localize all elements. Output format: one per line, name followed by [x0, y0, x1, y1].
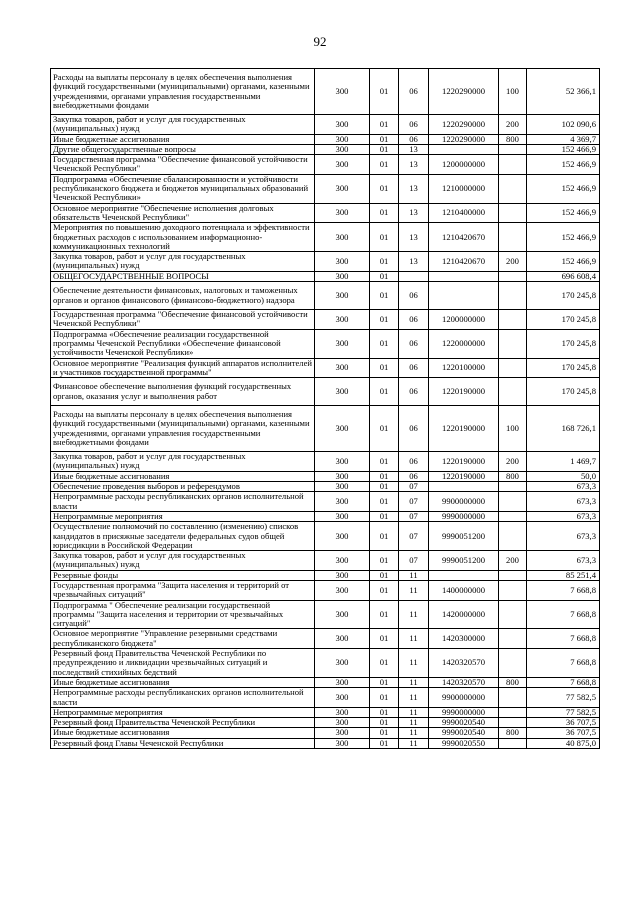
row-amount: 696 608,4 — [527, 271, 600, 281]
table-row — [51, 378, 600, 406]
row-description: Иные бюджетные ассигнования — [51, 471, 315, 481]
row-description: Закупка товаров, работ и услуг для государственных (муниципальных) нужд — [51, 452, 315, 472]
row-code-c4: 1420000000 — [429, 600, 499, 629]
table-row — [51, 358, 600, 378]
row-code-c1: 300 — [315, 134, 370, 144]
row-code-c4: 1200000000 — [429, 155, 499, 175]
row-code-c3: 11 — [399, 718, 429, 728]
row-code-c2: 01 — [370, 580, 399, 600]
row-code-c3: 06 — [399, 134, 429, 144]
row-code-c4: 1420320570 — [429, 677, 499, 687]
table-row — [51, 738, 600, 748]
row-code-c5: 800 — [499, 471, 527, 481]
row-code-c5 — [499, 600, 527, 629]
row-code-c4: 1220290000 — [429, 134, 499, 144]
row-description: Резервный фонд Правительства Чеченской Республики — [51, 718, 315, 728]
row-code-c3: 07 — [399, 492, 429, 512]
row-code-c4: 9990000000 — [429, 707, 499, 717]
table-row — [51, 471, 600, 481]
row-description: Резервный фонд Главы Чеченской Республики — [51, 738, 315, 748]
table-row — [51, 329, 600, 358]
row-amount: 673,3 — [527, 482, 600, 492]
table-row — [51, 271, 600, 281]
row-code-c1: 300 — [315, 378, 370, 406]
row-code-c2: 01 — [370, 677, 399, 687]
row-code-c3: 06 — [399, 69, 429, 115]
table-row — [51, 203, 600, 223]
row-code-c3: 11 — [399, 728, 429, 738]
row-code-c2: 01 — [370, 707, 399, 717]
row-code-c2: 01 — [370, 600, 399, 629]
row-code-c1: 300 — [315, 677, 370, 687]
row-description: Другие общегосударственные вопросы — [51, 144, 315, 154]
row-description: Обеспечение проведения выборов и референдумов — [51, 482, 315, 492]
row-code-c3: 13 — [399, 155, 429, 175]
row-code-c5: 200 — [499, 115, 527, 135]
row-code-c5: 800 — [499, 134, 527, 144]
row-code-c2: 01 — [370, 522, 399, 551]
row-description: Мероприятия по повышению доходного потенциала и эффективности бюджетных расходов с использованием информационно-коммуникационных технологий — [51, 223, 315, 252]
row-code-c3: 13 — [399, 144, 429, 154]
row-code-c4: 1220190000 — [429, 471, 499, 481]
row-code-c5: 200 — [499, 452, 527, 472]
row-code-c3 — [399, 271, 429, 281]
row-code-c1: 300 — [315, 358, 370, 378]
row-code-c4 — [429, 271, 499, 281]
row-amount: 7 668,8 — [527, 649, 600, 678]
row-code-c5: 100 — [499, 69, 527, 115]
row-code-c5 — [499, 310, 527, 330]
row-code-c4: 1220190000 — [429, 452, 499, 472]
row-code-c4: 1210000000 — [429, 174, 499, 203]
row-code-c1: 300 — [315, 174, 370, 203]
row-description: Резервный фонд Правительства Чеченской Республики по предупреждению и ликвидации чрезвычайных ситуаций и последствий стихийных бедствий — [51, 649, 315, 678]
row-code-c5 — [499, 580, 527, 600]
row-description: Иные бюджетные ассигнования — [51, 677, 315, 687]
row-code-c1: 300 — [315, 688, 370, 708]
row-code-c1: 300 — [315, 629, 370, 649]
row-code-c1: 300 — [315, 115, 370, 135]
row-code-c2: 01 — [370, 452, 399, 472]
row-code-c1: 300 — [315, 570, 370, 580]
row-description: Подпрограмма «Обеспечение сбалансированности и устойчивости республиканского бюджета и бюджетов муниципальных образований Чеченской Республики» — [51, 174, 315, 203]
table-row — [51, 492, 600, 512]
row-amount: 36 707,5 — [527, 718, 600, 728]
table-row — [51, 406, 600, 452]
row-code-c2: 01 — [370, 570, 399, 580]
row-code-c2: 01 — [370, 406, 399, 452]
row-amount: 152 466,9 — [527, 144, 600, 154]
row-code-c3: 06 — [399, 310, 429, 330]
row-code-c4: 9990020540 — [429, 728, 499, 738]
row-code-c5 — [499, 649, 527, 678]
row-description: Расходы на выплаты персоналу в целях обеспечения выполнения функций государственными (муниципальными) органами, казенными учреждениями, органами управления государственными внебюджетными фондами — [51, 69, 315, 115]
table-row — [51, 115, 600, 135]
row-code-c1: 300 — [315, 271, 370, 281]
table-row — [51, 144, 600, 154]
row-code-c3: 06 — [399, 378, 429, 406]
row-code-c5 — [499, 203, 527, 223]
row-description: Государственная программа "Обеспечение финансовой устойчивости Чеченской Республики" — [51, 155, 315, 175]
table-row — [51, 174, 600, 203]
row-code-c4: 1200000000 — [429, 310, 499, 330]
row-code-c4 — [429, 282, 499, 310]
row-code-c3: 06 — [399, 115, 429, 135]
table-row — [51, 482, 600, 492]
row-amount: 40 875,0 — [527, 738, 600, 748]
row-amount: 1 469,7 — [527, 452, 600, 472]
row-code-c4: 9900000000 — [429, 492, 499, 512]
budget-table — [50, 68, 600, 749]
row-code-c1: 300 — [315, 471, 370, 481]
row-amount: 50,0 — [527, 471, 600, 481]
row-code-c3: 07 — [399, 522, 429, 551]
row-code-c2: 01 — [370, 115, 399, 135]
row-code-c5: 200 — [499, 551, 527, 571]
row-code-c1: 300 — [315, 707, 370, 717]
row-code-c3: 11 — [399, 677, 429, 687]
row-code-c4: 9990051200 — [429, 522, 499, 551]
table-row — [51, 718, 600, 728]
table-row — [51, 688, 600, 708]
table-row — [51, 282, 600, 310]
row-description: Основное мероприятие "Управление резервными средствами республиканского бюджета" — [51, 629, 315, 649]
row-code-c1: 300 — [315, 738, 370, 748]
row-code-c5 — [499, 329, 527, 358]
row-code-c5 — [499, 688, 527, 708]
row-code-c2: 01 — [370, 271, 399, 281]
row-code-c4: 9990051200 — [429, 551, 499, 571]
row-code-c3: 13 — [399, 174, 429, 203]
row-code-c1: 300 — [315, 580, 370, 600]
row-description: Обеспечение деятельности финансовых, налоговых и таможенных органов и органов финансового (финансово-бюджетного) надзора — [51, 282, 315, 310]
row-code-c3: 06 — [399, 329, 429, 358]
row-code-c3: 11 — [399, 600, 429, 629]
table-row — [51, 511, 600, 521]
row-amount: 85 251,4 — [527, 570, 600, 580]
row-code-c1: 300 — [315, 522, 370, 551]
row-code-c4: 1210400000 — [429, 203, 499, 223]
row-code-c1: 300 — [315, 728, 370, 738]
row-code-c2: 01 — [370, 329, 399, 358]
row-code-c2: 01 — [370, 252, 399, 272]
row-code-c3: 07 — [399, 551, 429, 571]
table-row — [51, 629, 600, 649]
row-code-c1: 300 — [315, 144, 370, 154]
row-amount: 152 466,9 — [527, 174, 600, 203]
row-description: Закупка товаров, работ и услуг для государственных (муниципальных) нужд — [51, 115, 315, 135]
table-row — [51, 600, 600, 629]
row-code-c4: 9990020550 — [429, 738, 499, 748]
row-code-c2: 01 — [370, 649, 399, 678]
row-code-c4: 9990020540 — [429, 718, 499, 728]
row-description: Финансовое обеспечение выполнения функций государственных органов, оказания услуг и выполнения работ — [51, 378, 315, 406]
row-amount: 673,3 — [527, 551, 600, 571]
row-code-c3: 11 — [399, 570, 429, 580]
row-code-c1: 300 — [315, 511, 370, 521]
row-code-c4: 1220290000 — [429, 69, 499, 115]
table-body — [51, 69, 600, 749]
row-code-c2: 01 — [370, 629, 399, 649]
row-description: Государственная программа "Обеспечение финансовой устойчивости Чеченской Республики" — [51, 310, 315, 330]
row-amount: 673,3 — [527, 492, 600, 512]
table-row — [51, 310, 600, 330]
row-code-c3: 06 — [399, 406, 429, 452]
row-description: Непрограммные расходы республиканских органов исполнительной власти — [51, 492, 315, 512]
table-row — [51, 570, 600, 580]
row-code-c4: 1420320570 — [429, 649, 499, 678]
row-code-c5 — [499, 155, 527, 175]
row-code-c3: 11 — [399, 580, 429, 600]
row-code-c4: 1400000000 — [429, 580, 499, 600]
table-row — [51, 707, 600, 717]
row-amount: 152 466,9 — [527, 223, 600, 252]
row-code-c1: 300 — [315, 203, 370, 223]
row-amount: 102 090,6 — [527, 115, 600, 135]
row-code-c2: 01 — [370, 378, 399, 406]
row-code-c1: 300 — [315, 482, 370, 492]
row-amount: 7 668,8 — [527, 677, 600, 687]
row-code-c1: 300 — [315, 69, 370, 115]
table-row — [51, 69, 600, 115]
row-code-c2: 01 — [370, 223, 399, 252]
row-code-c2: 01 — [370, 358, 399, 378]
table-row — [51, 677, 600, 687]
row-code-c5 — [499, 492, 527, 512]
table-row — [51, 728, 600, 738]
row-code-c2: 01 — [370, 144, 399, 154]
row-code-c5 — [499, 144, 527, 154]
row-code-c5: 100 — [499, 406, 527, 452]
row-amount: 170 245,8 — [527, 358, 600, 378]
row-description: Государственная программа "Защита населения и территорий от чрезвычайных ситуаций" — [51, 580, 315, 600]
row-description: Расходы на выплаты персоналу в целях обеспечения выполнения функций государственными (муниципальными) органами, казенными учреждениями, органами управления государственными внебюджетными фондами — [51, 406, 315, 452]
row-amount: 7 668,8 — [527, 629, 600, 649]
row-code-c5 — [499, 522, 527, 551]
row-code-c3: 07 — [399, 482, 429, 492]
row-description: Основное мероприятие "Реализация функций аппаратов исполнителей и участников государственной программы" — [51, 358, 315, 378]
row-code-c1: 300 — [315, 492, 370, 512]
row-code-c4: 1210420670 — [429, 223, 499, 252]
row-code-c2: 01 — [370, 728, 399, 738]
row-code-c3: 13 — [399, 252, 429, 272]
row-code-c5: 800 — [499, 728, 527, 738]
row-code-c4: 1220190000 — [429, 406, 499, 452]
row-code-c2: 01 — [370, 134, 399, 144]
row-code-c1: 300 — [315, 452, 370, 472]
row-code-c1: 300 — [315, 406, 370, 452]
row-code-c4: 9990000000 — [429, 511, 499, 521]
row-code-c4 — [429, 144, 499, 154]
row-code-c5 — [499, 718, 527, 728]
row-description: ОБЩЕГОСУДАРСТВЕННЫЕ ВОПРОСЫ — [51, 271, 315, 281]
table-row — [51, 551, 600, 571]
row-description: Непрограммные мероприятия — [51, 707, 315, 717]
row-code-c4: 9900000000 — [429, 688, 499, 708]
row-amount: 170 245,8 — [527, 329, 600, 358]
row-amount: 170 245,8 — [527, 378, 600, 406]
row-code-c4: 1420300000 — [429, 629, 499, 649]
row-code-c5 — [499, 738, 527, 748]
row-amount: 168 726,1 — [527, 406, 600, 452]
row-amount: 673,3 — [527, 511, 600, 521]
row-code-c1: 300 — [315, 329, 370, 358]
row-code-c5 — [499, 482, 527, 492]
row-code-c3: 11 — [399, 629, 429, 649]
row-code-c5 — [499, 271, 527, 281]
row-amount: 7 668,8 — [527, 580, 600, 600]
row-code-c2: 01 — [370, 174, 399, 203]
row-code-c2: 01 — [370, 551, 399, 571]
row-code-c4 — [429, 482, 499, 492]
row-code-c5 — [499, 570, 527, 580]
row-code-c2: 01 — [370, 203, 399, 223]
row-code-c1: 300 — [315, 155, 370, 175]
row-code-c2: 01 — [370, 155, 399, 175]
row-code-c3: 06 — [399, 282, 429, 310]
row-code-c4: 1220190000 — [429, 378, 499, 406]
page-number: 92 — [313, 34, 327, 49]
row-amount: 170 245,8 — [527, 310, 600, 330]
table-row — [51, 252, 600, 272]
row-amount: 77 582,5 — [527, 707, 600, 717]
row-code-c2: 01 — [370, 688, 399, 708]
row-description: Непрограммные мероприятия — [51, 511, 315, 521]
row-code-c1: 300 — [315, 223, 370, 252]
row-description: Подпрограмма «Обеспечение реализации государственной программы Чеченской Республики «Обеспечение финансовой устойчивости Чеченской Республики» — [51, 329, 315, 358]
row-code-c4: 1220290000 — [429, 115, 499, 135]
row-description: Закупка товаров, работ и услуг для государственных (муниципальных) нужд — [51, 252, 315, 272]
row-description: Иные бюджетные ассигнования — [51, 728, 315, 738]
row-code-c2: 01 — [370, 471, 399, 481]
row-code-c2: 01 — [370, 69, 399, 115]
row-code-c4 — [429, 570, 499, 580]
row-amount: 52 366,1 — [527, 69, 600, 115]
table-row — [51, 580, 600, 600]
row-code-c1: 300 — [315, 551, 370, 571]
table-row — [51, 452, 600, 472]
row-description: Подпрограмма " Обеспечение реализации государственной программы "Защита населения и территории от чрезвычайных ситуаций" — [51, 600, 315, 629]
row-amount: 152 466,9 — [527, 155, 600, 175]
row-code-c3: 13 — [399, 203, 429, 223]
row-code-c2: 01 — [370, 492, 399, 512]
row-code-c5 — [499, 511, 527, 521]
row-description: Закупка товаров, работ и услуг для государственных (муниципальных) нужд — [51, 551, 315, 571]
row-description: Непрограммные расходы республиканских органов исполнительной власти — [51, 688, 315, 708]
row-amount: 170 245,8 — [527, 282, 600, 310]
row-code-c5 — [499, 629, 527, 649]
row-code-c3: 06 — [399, 358, 429, 378]
row-code-c3: 13 — [399, 223, 429, 252]
row-description: Иные бюджетные ассигнования — [51, 134, 315, 144]
table-row — [51, 649, 600, 678]
row-amount: 4 369,7 — [527, 134, 600, 144]
row-code-c2: 01 — [370, 482, 399, 492]
row-code-c3: 06 — [399, 452, 429, 472]
row-code-c1: 300 — [315, 718, 370, 728]
row-code-c5 — [499, 223, 527, 252]
row-code-c4: 1220000000 — [429, 329, 499, 358]
row-code-c5 — [499, 174, 527, 203]
table-row — [51, 223, 600, 252]
row-code-c5 — [499, 282, 527, 310]
row-code-c3: 06 — [399, 471, 429, 481]
row-code-c3: 11 — [399, 649, 429, 678]
row-amount: 673,3 — [527, 522, 600, 551]
row-amount: 152 466,9 — [527, 252, 600, 272]
row-code-c5: 800 — [499, 677, 527, 687]
row-code-c3: 11 — [399, 688, 429, 708]
row-amount: 77 582,5 — [527, 688, 600, 708]
row-code-c2: 01 — [370, 511, 399, 521]
row-code-c3: 07 — [399, 511, 429, 521]
row-code-c2: 01 — [370, 718, 399, 728]
row-amount: 36 707,5 — [527, 728, 600, 738]
row-code-c2: 01 — [370, 282, 399, 310]
row-code-c1: 300 — [315, 310, 370, 330]
row-code-c5 — [499, 378, 527, 406]
row-code-c5 — [499, 707, 527, 717]
table-row — [51, 155, 600, 175]
table-row — [51, 522, 600, 551]
row-code-c5: 200 — [499, 252, 527, 272]
row-code-c1: 300 — [315, 600, 370, 629]
row-code-c3: 11 — [399, 738, 429, 748]
row-description: Резервные фонды — [51, 570, 315, 580]
row-code-c2: 01 — [370, 310, 399, 330]
row-amount: 7 668,8 — [527, 600, 600, 629]
row-description: Основное мероприятие "Обеспечение исполнения долговых обязательств Чеченской Республики" — [51, 203, 315, 223]
row-code-c1: 300 — [315, 252, 370, 272]
table-row — [51, 134, 600, 144]
row-code-c1: 300 — [315, 649, 370, 678]
row-code-c4: 1220100000 — [429, 358, 499, 378]
row-code-c2: 01 — [370, 738, 399, 748]
row-code-c3: 11 — [399, 707, 429, 717]
row-code-c4: 1210420670 — [429, 252, 499, 272]
row-description: Осуществление полномочий по составлению (изменению) списков кандидатов в присяжные заседатели федеральных судов общей юрисдикции в Российской Федерации — [51, 522, 315, 551]
row-code-c5 — [499, 358, 527, 378]
row-amount: 152 466,9 — [527, 203, 600, 223]
row-code-c1: 300 — [315, 282, 370, 310]
